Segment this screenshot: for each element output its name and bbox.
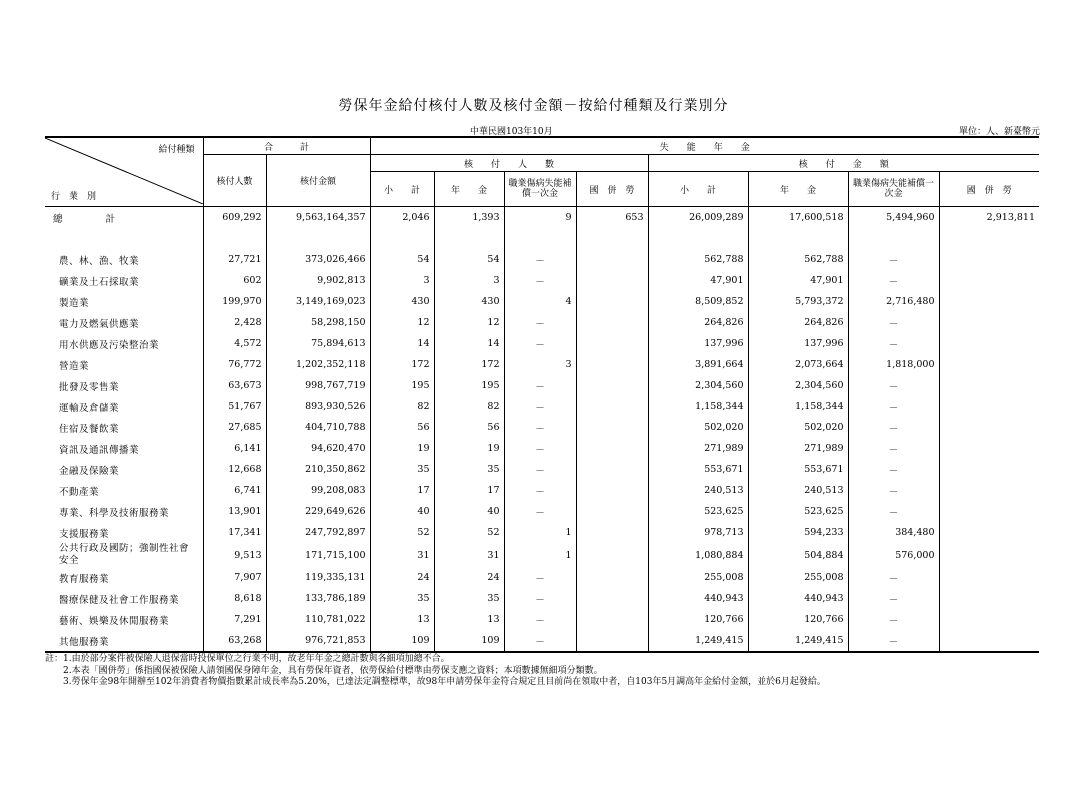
- cell-amount-occ-lump: －: [848, 249, 939, 270]
- cell-total-amount: 976,721,853: [266, 630, 370, 652]
- cell-amount-combined: [939, 270, 1039, 291]
- cell-amount-pension: 264,826: [748, 312, 848, 333]
- cell-amount-subtotal: 502,020: [648, 417, 748, 438]
- cell-amount-occ-lump: －: [848, 396, 939, 417]
- table-row: [45, 567, 1039, 588]
- cell-amount-combined: [939, 438, 1039, 459]
- table-row: [45, 609, 1039, 630]
- row-label: 用水供應及污染整治業: [45, 333, 203, 354]
- cell-persons-combined: [576, 438, 648, 459]
- cell-amount-occ-lump: －: [848, 333, 939, 354]
- spacer-cell: [576, 228, 648, 249]
- cell-amount-combined: [939, 291, 1039, 312]
- spacer-cell: [504, 228, 576, 249]
- cell-total-persons: 51,767: [203, 396, 266, 417]
- cell-amount-pension: 120,766: [748, 609, 848, 630]
- cell-persons-occ-lump: －: [504, 396, 576, 417]
- cell-persons-combined: [576, 567, 648, 588]
- table-row: [45, 501, 1039, 522]
- cell-persons-subtotal: 54: [370, 249, 434, 270]
- cell-persons-pension: 12: [434, 312, 504, 333]
- cell-amount-combined: [939, 249, 1039, 270]
- cell-amount-combined: [939, 501, 1039, 522]
- cell-total-persons: 63,673: [203, 375, 266, 396]
- row-label: 住宿及餐飲業: [45, 417, 203, 438]
- row-label: 其他服務業: [45, 630, 203, 652]
- table-row: [45, 522, 1039, 543]
- header-disability: 失 能 年 金: [370, 137, 1039, 155]
- row-label: 不動產業: [45, 480, 203, 501]
- header-persons-subtotal: 小 計: [370, 172, 434, 207]
- cell-persons-combined: [576, 291, 648, 312]
- row-label: 總 計: [45, 207, 203, 229]
- table-row: [45, 291, 1039, 312]
- cell-amount-combined: [939, 333, 1039, 354]
- cell-persons-occ-lump: －: [504, 417, 576, 438]
- footnote-1: 註：1.由於部分案件被保險人退保當時投保單位之行業不明，故老年年金之總計數與各細項加總不合。: [45, 654, 450, 664]
- cell-amount-occ-lump: －: [848, 630, 939, 652]
- cell-total-amount: 9,902,813: [266, 270, 370, 291]
- cell-persons-combined: [576, 375, 648, 396]
- cell-persons-pension: 52: [434, 522, 504, 543]
- cell-amount-pension: 562,788: [748, 249, 848, 270]
- cell-total-persons: 4,572: [203, 333, 266, 354]
- cell-amount-subtotal: 120,766: [648, 609, 748, 630]
- row-label: 營造業: [45, 354, 203, 375]
- cell-persons-occ-lump: －: [504, 333, 576, 354]
- cell-amount-occ-lump: －: [848, 567, 939, 588]
- cell-persons-occ-lump: －: [504, 501, 576, 522]
- cell-persons-subtotal: 109: [370, 630, 434, 652]
- spacer-cell: [748, 228, 848, 249]
- cell-persons-pension: 35: [434, 459, 504, 480]
- row-label: 運輸及倉儲業: [45, 396, 203, 417]
- cell-persons-pension: 40: [434, 501, 504, 522]
- cell-persons-combined: [576, 333, 648, 354]
- table-row: [45, 312, 1039, 333]
- cell-total-amount: 9,563,164,357: [266, 207, 370, 229]
- cell-amount-pension: 440,943: [748, 588, 848, 609]
- cell-total-persons: 6,141: [203, 438, 266, 459]
- cell-persons-subtotal: 40: [370, 501, 434, 522]
- row-label: 醫療保健及社會工作服務業: [45, 588, 203, 609]
- cell-persons-subtotal: 17: [370, 480, 434, 501]
- cell-persons-subtotal: 19: [370, 438, 434, 459]
- row-label: 公共行政及國防；強制性社會安全: [45, 543, 203, 567]
- cell-amount-combined: [939, 630, 1039, 652]
- cell-persons-subtotal: 35: [370, 588, 434, 609]
- spacer-cell: [939, 228, 1039, 249]
- cell-amount-occ-lump: 5,494,960: [848, 207, 939, 229]
- cell-persons-pension: 430: [434, 291, 504, 312]
- cell-amount-pension: 1,249,415: [748, 630, 848, 652]
- cell-total-amount: 247,792,897: [266, 522, 370, 543]
- cell-total-persons: 63,268: [203, 630, 266, 652]
- cell-total-persons: 6,741: [203, 480, 266, 501]
- cell-persons-pension: 14: [434, 333, 504, 354]
- cell-amount-subtotal: 137,996: [648, 333, 748, 354]
- cell-persons-subtotal: 13: [370, 609, 434, 630]
- cell-persons-subtotal: 195: [370, 375, 434, 396]
- cell-persons-subtotal: 52: [370, 522, 434, 543]
- cell-total-persons: 17,341: [203, 522, 266, 543]
- cell-persons-subtotal: 172: [370, 354, 434, 375]
- cell-persons-pension: 1,393: [434, 207, 504, 229]
- cell-persons-combined: [576, 270, 648, 291]
- cell-amount-combined: [939, 396, 1039, 417]
- spacer-cell: [45, 228, 203, 249]
- row-label: 支援服務業: [45, 522, 203, 543]
- cell-persons-pension: 13: [434, 609, 504, 630]
- table-row: [45, 459, 1039, 480]
- cell-persons-occ-lump: －: [504, 312, 576, 333]
- spacer-cell: [648, 228, 748, 249]
- row-label: 資訊及通訊傳播業: [45, 438, 203, 459]
- cell-total-amount: 229,649,626: [266, 501, 370, 522]
- cell-persons-pension: 54: [434, 249, 504, 270]
- cell-amount-subtotal: 271,989: [648, 438, 748, 459]
- cell-amount-pension: 5,793,372: [748, 291, 848, 312]
- cell-amount-pension: 2,304,560: [748, 375, 848, 396]
- cell-persons-combined: [576, 522, 648, 543]
- cell-persons-pension: 19: [434, 438, 504, 459]
- spacer-cell: [203, 228, 266, 249]
- cell-persons-occ-lump: －: [504, 609, 576, 630]
- cell-persons-pension: 195: [434, 375, 504, 396]
- header-amount-pension: 年 金: [748, 172, 848, 207]
- cell-total-amount: 998,767,719: [266, 375, 370, 396]
- header-persons-occ-lump: 職業傷病失能補償一次金: [504, 172, 576, 207]
- cell-persons-occ-lump: －: [504, 438, 576, 459]
- cell-persons-pension: 109: [434, 630, 504, 652]
- cell-persons-pension: 3: [434, 270, 504, 291]
- cell-amount-occ-lump: 384,480: [848, 522, 939, 543]
- cell-total-amount: 171,715,100: [266, 543, 370, 567]
- header-total-amount: 核付金額: [266, 155, 370, 207]
- cell-persons-combined: [576, 249, 648, 270]
- cell-total-persons: 602: [203, 270, 266, 291]
- cell-persons-pension: 82: [434, 396, 504, 417]
- row-label: 藝術、娛樂及休閒服務業: [45, 609, 203, 630]
- header-total-persons: 核付人數: [203, 155, 266, 207]
- cell-amount-pension: 17,600,518: [748, 207, 848, 229]
- cell-amount-combined: [939, 543, 1039, 567]
- table-row: [45, 438, 1039, 459]
- cell-persons-pension: 56: [434, 417, 504, 438]
- row-label: 農、林、漁、牧業: [45, 249, 203, 270]
- cell-amount-combined: [939, 567, 1039, 588]
- cell-total-persons: 2,428: [203, 312, 266, 333]
- header-amount-subtotal: 小 計: [648, 172, 748, 207]
- report-date: 中華民國103年10月: [470, 127, 553, 137]
- cell-total-persons: 27,721: [203, 249, 266, 270]
- cell-amount-subtotal: 3,891,664: [648, 354, 748, 375]
- cell-amount-pension: 553,671: [748, 459, 848, 480]
- row-label: 礦業及土石採取業: [45, 270, 203, 291]
- cell-total-persons: 8,618: [203, 588, 266, 609]
- cell-persons-combined: [576, 417, 648, 438]
- cell-total-amount: 373,026,466: [266, 249, 370, 270]
- cell-persons-subtotal: 24: [370, 567, 434, 588]
- header-amount: 核 付 金 額: [648, 155, 1039, 172]
- cell-persons-pension: 31: [434, 543, 504, 567]
- table-row: [45, 543, 1039, 567]
- cell-persons-pension: 17: [434, 480, 504, 501]
- cell-persons-combined: [576, 396, 648, 417]
- cell-persons-combined: 653: [576, 207, 648, 229]
- cell-persons-occ-lump: 1: [504, 543, 576, 567]
- cell-amount-pension: 523,625: [748, 501, 848, 522]
- footnote-2: 2.本表「國併勞」係指國保被保險人請領國保身障年金，具有勞保年資者，依勞保給付標準由勞保支應之資料；本項數據無細項分類數。: [45, 665, 603, 676]
- cell-amount-combined: [939, 354, 1039, 375]
- spacer-row: [45, 228, 1039, 249]
- cell-amount-pension: 1,158,344: [748, 396, 848, 417]
- cell-amount-pension: 504,884: [748, 543, 848, 567]
- cell-total-persons: 199,970: [203, 291, 266, 312]
- cell-amount-combined: 2,913,811: [986, 212, 1036, 223]
- cell-persons-occ-lump: －: [504, 249, 576, 270]
- row-label: 教育服務業: [45, 567, 203, 588]
- cell-amount-occ-lump: 576,000: [848, 543, 939, 567]
- cell-persons-subtotal: 2,046: [370, 207, 434, 229]
- cell-amount-subtotal: 1,249,415: [648, 630, 748, 652]
- cell-amount-pension: 47,901: [748, 270, 848, 291]
- cell-amount-occ-lump: －: [848, 480, 939, 501]
- cell-amount-subtotal: 2,304,560: [648, 375, 748, 396]
- cell-total-persons: 13,901: [203, 501, 266, 522]
- cell-amount-pension: 2,073,664: [748, 354, 848, 375]
- table-row: [45, 249, 1039, 270]
- cell-total-persons: 76,772: [203, 354, 266, 375]
- header-amount-occ-lump: 職業傷病失能補償一次金: [848, 172, 939, 207]
- table-row: [45, 417, 1039, 438]
- cell-amount-occ-lump: －: [848, 588, 939, 609]
- cell-persons-pension: 35: [434, 588, 504, 609]
- cell-persons-occ-lump: －: [504, 588, 576, 609]
- cell-total-amount: 893,930,526: [266, 396, 370, 417]
- cell-amount-occ-lump: －: [848, 417, 939, 438]
- cell-amount-subtotal: 47,901: [648, 270, 748, 291]
- cell-persons-occ-lump: 1: [504, 522, 576, 543]
- table-row: [45, 630, 1039, 652]
- diag-bottom-label: 行 業 別: [51, 192, 97, 202]
- cell-persons-subtotal: 82: [370, 396, 434, 417]
- cell-total-amount: 94,620,470: [266, 438, 370, 459]
- cell-total-persons: 27,685: [203, 417, 266, 438]
- cell-persons-combined: [576, 354, 648, 375]
- cell-persons-occ-lump: －: [504, 459, 576, 480]
- row-label: 金融及保險業: [45, 459, 203, 480]
- cell-persons-occ-lump: 4: [504, 291, 576, 312]
- cell-amount-subtotal: 240,513: [648, 480, 748, 501]
- cell-persons-subtotal: 12: [370, 312, 434, 333]
- cell-amount-subtotal: 440,943: [648, 588, 748, 609]
- cell-total-persons: 12,668: [203, 459, 266, 480]
- row-label: 電力及燃氣供應業: [45, 312, 203, 333]
- cell-amount-subtotal: 1,158,344: [648, 396, 748, 417]
- cell-amount-pension: 240,513: [748, 480, 848, 501]
- cell-amount-occ-lump: －: [848, 609, 939, 630]
- cell-amount-subtotal: 26,009,289: [648, 207, 748, 229]
- cell-persons-combined: [576, 480, 648, 501]
- cell-total-amount: 404,710,788: [266, 417, 370, 438]
- cell-persons-occ-lump: －: [504, 567, 576, 588]
- cell-amount-pension: 137,996: [748, 333, 848, 354]
- cell-amount-combined: [939, 312, 1039, 333]
- cell-amount-subtotal: 1,080,884: [648, 543, 748, 567]
- cell-amount-pension: 594,233: [748, 522, 848, 543]
- cell-amount-occ-lump: －: [848, 438, 939, 459]
- spacer-cell: [370, 228, 434, 249]
- spacer-cell: [266, 228, 370, 249]
- header-persons-pension: 年 金: [434, 172, 504, 207]
- spacer-cell: [848, 228, 939, 249]
- total-row: [45, 207, 1039, 229]
- cell-total-amount: 58,298,150: [266, 312, 370, 333]
- cell-amount-pension: 502,020: [748, 417, 848, 438]
- header-persons-combined: 國 併 勞: [576, 172, 648, 207]
- cell-persons-combined: [576, 459, 648, 480]
- table-row: [45, 588, 1039, 609]
- cell-total-amount: 75,894,613: [266, 333, 370, 354]
- cell-total-amount: 99,208,083: [266, 480, 370, 501]
- cell-total-persons: 609,292: [203, 207, 266, 229]
- table-row: [45, 270, 1039, 291]
- cell-persons-occ-lump: －: [504, 630, 576, 652]
- cell-persons-subtotal: 31: [370, 543, 434, 567]
- cell-persons-combined: [576, 588, 648, 609]
- footnote-3: 3.勞保年金98年開辦至102年消費者物價指數累計成長率為5.20%，已達法定調整標準，故98年申請勞保年金符合規定且目前尚在領取中者，自103年5月調高年金給付金額，並於6月起發給。: [45, 677, 826, 687]
- row-label: 製造業: [45, 291, 203, 312]
- cell-amount-subtotal: 255,008: [648, 567, 748, 588]
- cell-amount-combined: [939, 609, 1039, 630]
- cell-total-amount: 110,781,022: [266, 609, 370, 630]
- cell-amount-occ-lump: 1,818,000: [848, 354, 939, 375]
- cell-amount-subtotal: 8,509,852: [648, 291, 748, 312]
- cell-persons-occ-lump: 3: [504, 354, 576, 375]
- table-body: [45, 207, 1039, 653]
- cell-persons-combined: [576, 609, 648, 630]
- diag-top-label: 給付種類: [158, 145, 195, 155]
- footnotes: [45, 654, 826, 689]
- cell-total-amount: 133,786,189: [266, 588, 370, 609]
- cell-total-amount: 1,202,352,118: [266, 354, 370, 375]
- cell-persons-pension: 24: [434, 567, 504, 588]
- spacer-cell: [434, 228, 504, 249]
- cell-total-amount: 119,335,131: [266, 567, 370, 588]
- cell-persons-combined: [576, 312, 648, 333]
- cell-persons-subtotal: 3: [370, 270, 434, 291]
- page-title: 勞保年金給付核付人數及核付金額－按給付種類及行業別分: [338, 98, 729, 114]
- cell-amount-subtotal: 553,671: [648, 459, 748, 480]
- cell-persons-combined: [576, 543, 648, 567]
- cell-amount-occ-lump: 2,716,480: [848, 291, 939, 312]
- diagonal-header-cell: [45, 137, 203, 207]
- cell-amount-combined: [939, 480, 1039, 501]
- cell-amount-subtotal: 264,826: [648, 312, 748, 333]
- cell-persons-pension: 172: [434, 354, 504, 375]
- cell-persons-occ-lump: 9: [504, 207, 576, 229]
- cell-total-persons: 7,291: [203, 609, 266, 630]
- table-row: [45, 375, 1039, 396]
- cell-total-persons: 7,907: [203, 567, 266, 588]
- cell-persons-subtotal: 35: [370, 459, 434, 480]
- table-row: [45, 480, 1039, 501]
- data-table: [45, 136, 1039, 653]
- table-row: [45, 354, 1039, 375]
- cell-total-amount: 3,149,169,023: [266, 291, 370, 312]
- cell-persons-subtotal: 430: [370, 291, 434, 312]
- header-total: 合 計: [203, 137, 370, 155]
- cell-amount-pension: 271,989: [748, 438, 848, 459]
- cell-persons-combined: [576, 630, 648, 652]
- cell-amount-combined: [939, 417, 1039, 438]
- row-label: 專業、科學及技術服務業: [45, 501, 203, 522]
- cell-amount-subtotal: 978,713: [648, 522, 748, 543]
- cell-amount-occ-lump: －: [848, 375, 939, 396]
- cell-amount-combined: [939, 459, 1039, 480]
- header-persons: 核 付 人 數: [370, 155, 648, 172]
- cell-amount-combined: [939, 522, 1039, 543]
- cell-amount-occ-lump: －: [848, 270, 939, 291]
- table-row: [45, 396, 1039, 417]
- cell-total-amount: 210,350,862: [266, 459, 370, 480]
- cell-persons-combined: [576, 501, 648, 522]
- cell-amount-combined: [939, 375, 1039, 396]
- row-label: 批發及零售業: [45, 375, 203, 396]
- cell-amount-combined: [939, 588, 1039, 609]
- cell-amount-occ-lump: －: [848, 312, 939, 333]
- cell-persons-subtotal: 56: [370, 417, 434, 438]
- cell-amount-occ-lump: －: [848, 501, 939, 522]
- table-row: [45, 333, 1039, 354]
- cell-amount-subtotal: 523,625: [648, 501, 748, 522]
- cell-total-persons: 9,513: [203, 543, 266, 567]
- cell-persons-subtotal: 14: [370, 333, 434, 354]
- cell-persons-occ-lump: －: [504, 270, 576, 291]
- cell-persons-occ-lump: －: [504, 480, 576, 501]
- cell-amount-subtotal: 562,788: [648, 249, 748, 270]
- cell-amount-pension: 255,008: [748, 567, 848, 588]
- unit-label: 單位：人、新臺幣元: [958, 127, 1040, 137]
- cell-amount-occ-lump: －: [848, 459, 939, 480]
- header-amount-combined: 國 併 勞: [939, 172, 1039, 207]
- cell-persons-occ-lump: －: [504, 375, 576, 396]
